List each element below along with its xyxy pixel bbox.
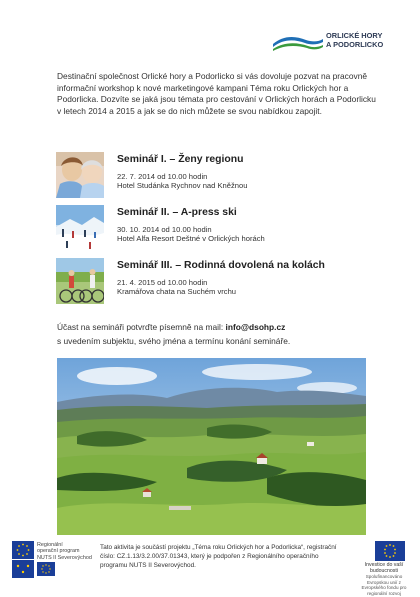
seminar-1-title: Seminář I. – Ženy regionu <box>117 154 244 165</box>
registration-line-1 <box>57 322 285 332</box>
brand-logo <box>272 31 402 53</box>
registration-line-2: s uvedením subjektu, svého jména a termínu konání semináře. <box>57 336 291 346</box>
seminar-3-photo <box>56 258 104 304</box>
registration-prefix: Účast na semináři potvrďte písemně na mail: <box>57 322 226 332</box>
seminar-1 <box>56 152 376 198</box>
seminar-3-place: Kramářova chata na Suchém vrchu <box>117 287 237 296</box>
seminar-1-photo <box>56 152 104 198</box>
eu-investment-title: Investice do vaší budoucnosti <box>364 562 404 574</box>
rop-label <box>37 542 92 561</box>
rop-nuts-logo <box>12 541 34 578</box>
eu-flag-small-icon <box>37 562 55 576</box>
seminar-2-title: Seminář II. – A-press ski <box>117 207 237 218</box>
rop-logo-top-square <box>12 541 34 559</box>
rop-logo-bottom-square <box>12 560 34 578</box>
intro-paragraph: Destinační společnost Orlické hory a Podorlicko si vás dovoluje pozvat na pracovně informační workshop k nové marketingové kampani Téma roku Orlických hor a Podorlicka. Dozvíte se jaká jsou témata pro cestování v Orlických horách a Podorlicku v letech 2014 a 2015 a jak se do nich můžete se svou nabídkou zapojit. <box>57 71 376 116</box>
seminar-1-place: Hotel Studánka Rychnov nad Kněžnou <box>117 181 248 190</box>
seminar-3 <box>56 258 376 304</box>
eu-flag-icon <box>375 541 405 561</box>
seminar-2-place: Hotel Alfa Resort Deštné v Orlických horách <box>117 234 265 243</box>
rop-label-line-2: operační program <box>37 548 80 555</box>
seminar-3-date: 21. 4. 2015 od 10.00 hodin <box>117 278 208 287</box>
logo-line-2: A PODORLICKO <box>326 40 384 49</box>
seminar-2-date: 30. 10. 2014 od 10.00 hodin <box>117 225 212 234</box>
landscape-photo <box>57 358 366 535</box>
seminar-2 <box>56 205 376 251</box>
rop-label-line-3: NUTS II Severovýchod <box>37 554 92 561</box>
seminar-2-photo <box>56 205 104 251</box>
project-funding-note: Tato aktivita je součástí projektu „Téma roku Orlických hor a Podorlicka“, registrační číslo: CZ.1.13/3.2.00/37.01343, který je podpořen z Regionálního operačního programu NUTS II Severovýchod. <box>100 544 337 569</box>
seminar-3-title: Seminář III. – Rodinná dovolená na kolách <box>117 260 325 271</box>
rop-label-line-1: Regionální <box>37 542 63 548</box>
eu-investment-subtitle: Spolufinancováno Evropskou unií z Evropského fondu pro regionální rozvoj <box>361 574 407 596</box>
logo-wave-icon <box>272 33 324 51</box>
seminar-1-date: 22. 7. 2014 od 10.00 hodin <box>117 172 208 181</box>
contact-email-link[interactable]: info@dsohp.cz <box>225 322 286 332</box>
logo-line-1: ORLICKÉ HORY <box>326 31 383 40</box>
eu-investment-label <box>356 563 412 597</box>
